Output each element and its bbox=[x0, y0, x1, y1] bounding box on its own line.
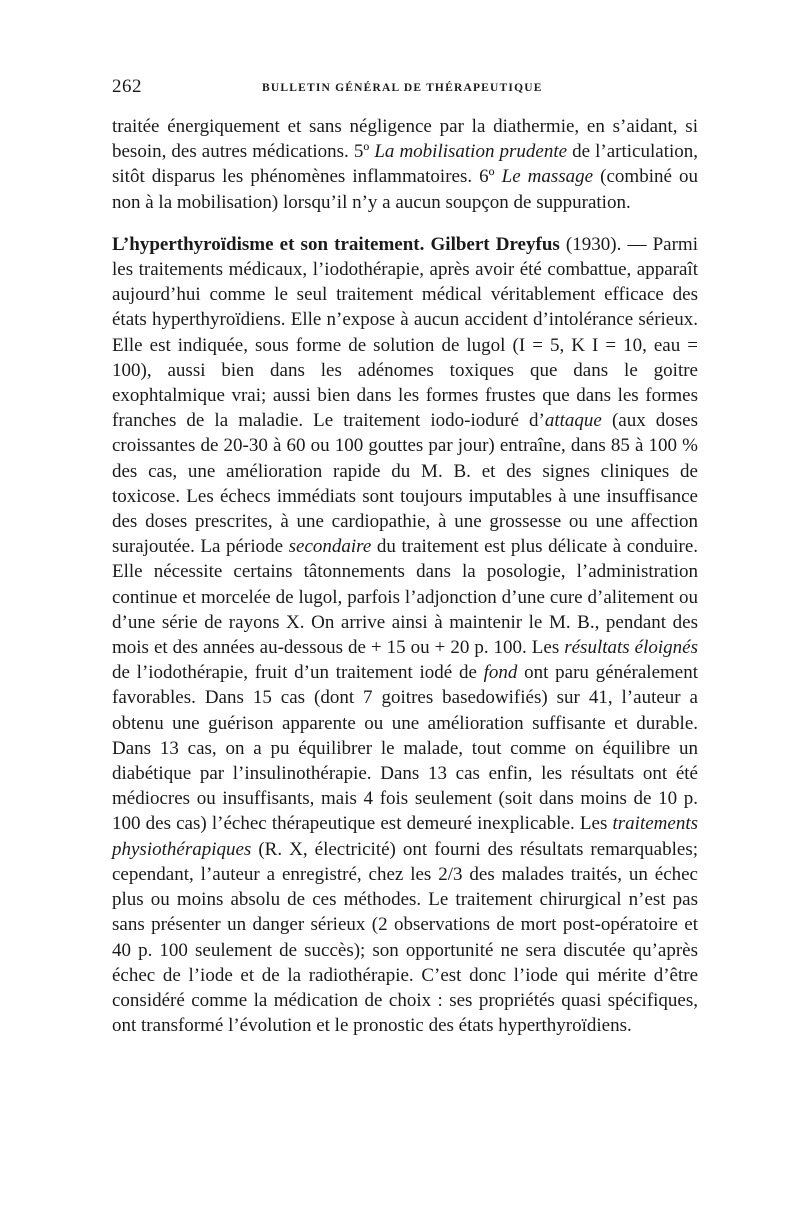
page-number: 262 bbox=[112, 76, 142, 97]
italic-term: résultats éloignés bbox=[564, 637, 698, 659]
italic-term: Le massage bbox=[501, 166, 594, 188]
paragraph-hyperthyroidism: L’hyperthyroïdisme et son traitement. Gilbert Dreyfus (1930). — Parmi les traitements médicaux, l’iodothérapie, après avoir été combattue, apparaît aujourd’hui comme le seul traitement médical véritablement efficace des états hyperthyroïdiens. Elle n’expose à aucun accident d’intolérance sérieux. Elle est indiquée, sous forme de solution de lugol (I = 5, K I = 10, eau = 100), aussi bien dans les adénomes toxiques que dans le goitre exophtalmique vrai; aussi bien dans les formes frustes que dans les formes franches de la maladie. Le traitement iodo-ioduré d’attaque (aux doses croissantes de 20-30 à 60 ou 100 gouttes par jour) entraîne, dans 85 à 100 % des cas, une amélioration rapide du M. B. et des signes cliniques de toxicose. Les échecs immédiats sont toujours imputables à une insuffisance des doses prescrites, à une cardiopathie, à une grossesse ou une affection surajoutée. La période secondaire du traitement est plus délicate à conduire. Elle nécessite certains tâtonnements dans la posologie, l’administration continue et morcelée de lugol, parfois l’adjonction d’une cure d’alitement ou d’une série de rayons X. On arrive ainsi à maintenir le M. B., pendant des mois et des années au-dessous de + 15 ou + 20 p. 100. Les résultats éloignés de l’iodothérapie, fruit d’un traitement iodé de fond ont paru généralement favorables. Dans 15 cas (dont 7 goitres basedowifiés) sur 41, l’auteur a obtenu une guérison apparente ou une amélioration suffisante et durable. Dans 13 cas, on a pu équilibrer le malade, tout comme on équilibre un diabétique par l’insulinothérapie. Dans 13 cas enfin, les résultats ont été médiocres ou insuffisants, mais 4 fois seulement (soit dans moins de 10 p. 100 des cas) l’échec thérapeutique est demeuré inexplicable. Les traitements physiothérapiques (R. X, électricité) ont fourni des résultats remarquables; cependant, l’auteur a enregistré, chez les 2/3 des malades traités, un échec plus ou moins absolu de ces méthodes. Le traitement chirurgical n’est pas sans présenter un danger sérieux (2 observations de mort post-opératoire et 40 p. 100 seulement de succès); son opportunité ne sera discutée qu’après échec de l’iode et de la radiothérapie. C’est donc l’iode qui mérite d’être considéré comme la médication de choix : ses propriétés quasi spécifiques, ont transformé l’évolution et le pronostic des états hyperthyroïdiens. bbox=[112, 233, 699, 1037]
page-header bbox=[112, 76, 698, 100]
italic-term: La mobilisation prudente bbox=[374, 141, 568, 163]
article-body bbox=[112, 114, 698, 1038]
running-title: BULLETIN GÉNÉRAL DE THÉRAPEUTIQUE bbox=[262, 82, 543, 94]
italic-term: attaque bbox=[544, 410, 602, 432]
section-title: L’hyperthyroïdisme et son traitement. Gilbert Dreyfus bbox=[112, 233, 560, 255]
paragraph-continued: traitée énergiquement et sans négligence par la diathermie, en s’aidant, si besoin, des autres médications. 5º La mobilisation prudente de l’articulation, sitôt disparus les phénomènes inflammatoires. 6º Le massage (combiné ou non à la mobilisation) lorsqu’il n’y a aucun soupçon de suppuration. bbox=[112, 116, 698, 213]
italic-term: fond bbox=[483, 662, 518, 684]
italic-term: secondaire bbox=[288, 536, 372, 558]
italic-term: traitements physiothérapiques bbox=[112, 813, 698, 860]
